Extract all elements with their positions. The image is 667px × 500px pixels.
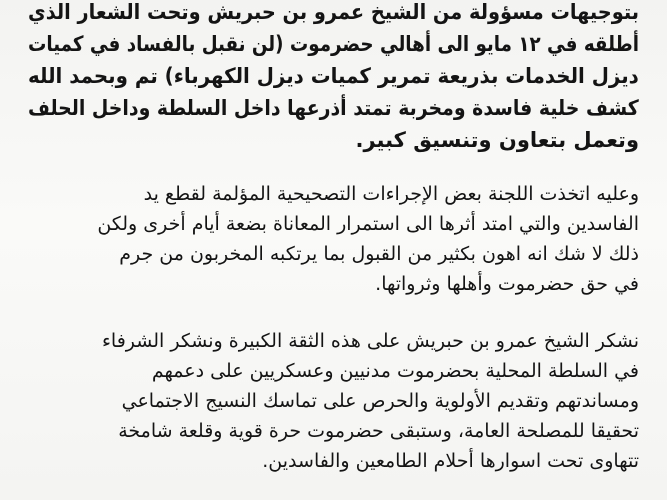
- paragraph-line: ديزل الخدمات بذريعة تمرير كميات ديزل الكهرباء) تم وبحمد الله: [28, 64, 639, 88]
- paragraph-line: ومساندتهم وتقديم الأولوية والحرص على تماسك النسيج الاجتماعي: [121, 390, 639, 412]
- paragraph-line: وتعمل بتعاون وتنسيق كبير.: [355, 128, 639, 152]
- paragraph-line: الفاسدين والتي امتد أثرها الى استمرار المعاناة بضعة أيام أخرى ولكن: [97, 213, 639, 235]
- paragraph-line: في حق حضرموت وأهلها وثرواتها.: [375, 273, 639, 295]
- paragraph-line: تتهاوى تحت اسوارها أحلام الطامعين والفاسدين.: [262, 450, 639, 472]
- paragraph-line: كشف خلية فاسدة ومخربة تمتد أذرعها داخل السلطة وداخل الحلف: [28, 96, 639, 120]
- paragraph-line: في السلطة المحلية بحضرموت مدنيين وعسكريين على دعمهم: [151, 360, 639, 382]
- paragraph-line: بتوجيهات مسؤولة من الشيخ عمرو بن حبريش وتحت الشعار الذي: [28, 0, 639, 24]
- paragraph-line: أطلقه في ١٢ مايو الى أهالي حضرموت (لن نقبل بالفساد في كميات: [27, 32, 639, 56]
- paragraph-line: تحقيقا للمصلحة العامة، وستبقى حضرموت حرة قوية وقلعة شامخة: [118, 420, 639, 442]
- paragraph-line: وعليه اتخذت اللجنة بعض الإجراءات التصحيحية المؤلمة لقطع يد: [143, 183, 639, 205]
- paragraph-line: نشكر الشيخ عمرو بن حبريش على هذه الثقة الكبيرة ونشكر الشرفاء: [101, 330, 639, 352]
- paragraph-line: ذلك لا شك انه اهون بكثير من القبول بما يرتكبه المخربون من جرم: [119, 243, 639, 265]
